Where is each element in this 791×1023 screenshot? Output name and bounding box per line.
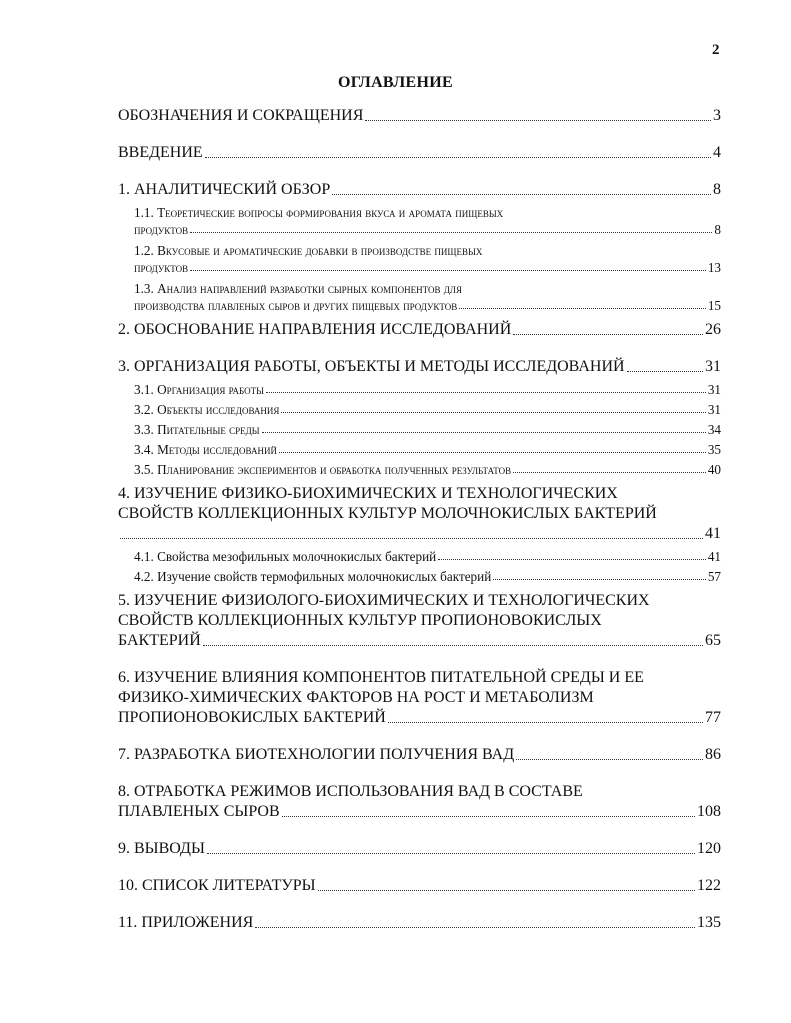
toc-entry-page: 57 xyxy=(707,569,721,584)
toc-entry-chapter-10[interactable] xyxy=(118,876,721,896)
dot-leader xyxy=(318,890,695,891)
toc-entry-title: 3.4. Методы исследований xyxy=(134,442,277,457)
toc-entry-title-line: 6. ИЗУЧЕНИЕ ВЛИЯНИЯ КОМПОНЕНТОВ ПИТАТЕЛЬНОЙ СРЕДЫ И ЕЕ xyxy=(118,669,644,686)
toc-entry-page: 31 xyxy=(705,358,721,375)
toc-entry-page: 8 xyxy=(714,222,721,237)
toc-entry-section-1-1[interactable] xyxy=(134,204,721,238)
toc-entry-chapter-7[interactable] xyxy=(118,745,721,765)
toc-entry-title-line: ФИЗИКО-ХИМИЧЕСКИХ ФАКТОРОВ НА РОСТ И МЕТАБОЛИЗМ xyxy=(118,689,594,706)
toc-entry-title: 1. АНАЛИТИЧЕСКИЙ ОБЗОР xyxy=(118,181,331,198)
toc-entry-title: ОБОЗНАЧЕНИЯ И СОКРАЩЕНИЯ xyxy=(118,107,364,124)
toc-entry-title-line: продуктов xyxy=(134,222,189,237)
toc-entry-page: 65 xyxy=(705,632,721,649)
toc-entry-title-line: 5. ИЗУЧЕНИЕ ФИЗИОЛОГО-БИОХИМИЧЕСКИХ И ТЕХНОЛОГИЧЕСКИХ xyxy=(118,592,650,609)
toc-entry-section-3-2[interactable] xyxy=(134,401,721,418)
toc-entry-page: 4 xyxy=(713,144,721,161)
toc-entry-chapter-2[interactable] xyxy=(118,320,721,340)
toc-entry-section-3-4[interactable] xyxy=(134,441,721,458)
toc-entry-introduction[interactable] xyxy=(118,143,721,163)
toc-entry-page: 135 xyxy=(697,914,721,931)
toc-entry-chapter-11[interactable] xyxy=(118,913,721,933)
page-number: 2 xyxy=(712,42,720,58)
toc-entry-chapter-4[interactable] xyxy=(118,484,721,544)
toc-entry-chapter-8[interactable] xyxy=(118,782,721,822)
toc-entry-page: 86 xyxy=(705,746,721,763)
toc-entry-title-line: СВОЙСТВ КОЛЛЕКЦИОННЫХ КУЛЬТУР МОЛОЧНОКИСЛЫХ БАКТЕРИЙ xyxy=(118,505,657,522)
dot-leader xyxy=(282,816,695,817)
toc-entry-chapter-3[interactable] xyxy=(118,357,721,377)
toc-entry-section-4-2[interactable] xyxy=(134,568,721,585)
toc-entry-title-line: ПРОПИОНОВОКИСЛЫХ БАКТЕРИЙ xyxy=(118,709,386,726)
toc-entry-page: 26 xyxy=(705,321,721,338)
toc-entry-section-1-3[interactable] xyxy=(134,280,721,314)
toc-entry-page: 31 xyxy=(707,402,721,417)
toc-entry-section-3-1[interactable] xyxy=(134,381,721,398)
dot-leader xyxy=(513,334,703,335)
toc-entry-page: 34 xyxy=(707,422,721,437)
toc-entry-title-line: 1.1. Теоретические вопросы формирования вкуса и аромата пищевых xyxy=(134,205,504,220)
toc-entry-page: 122 xyxy=(697,877,721,894)
dot-leader xyxy=(365,120,711,121)
page-title: ОГЛАВЛЕНИЕ xyxy=(338,74,453,91)
toc-entry-abbreviations[interactable] xyxy=(118,106,721,126)
dot-leader xyxy=(627,371,703,372)
toc-entry-page: 15 xyxy=(707,298,721,313)
dot-leader xyxy=(513,472,706,473)
dot-leader xyxy=(190,232,712,233)
toc-entry-chapter-5[interactable] xyxy=(118,591,721,651)
toc-entry-page: 108 xyxy=(697,803,721,820)
toc-entry-section-3-5[interactable] xyxy=(134,461,721,478)
toc-entry-title: 10. СПИСОК ЛИТЕРАТУРЫ xyxy=(118,877,316,894)
dot-leader xyxy=(207,853,695,854)
dot-leader xyxy=(255,927,695,928)
toc-entry-chapter-1[interactable] xyxy=(118,180,721,200)
toc-entry-title: 9. ВЫВОДЫ xyxy=(118,840,205,857)
toc-entry-title: 3. ОРГАНИЗАЦИЯ РАБОТЫ, ОБЪЕКТЫ И МЕТОДЫ ИССЛЕДОВАНИЙ xyxy=(118,358,625,375)
dot-leader xyxy=(493,579,706,580)
toc-entry-page: 120 xyxy=(697,840,721,857)
toc-entry-title-line: 8. ОТРАБОТКА РЕЖИМОВ ИСПОЛЬЗОВАНИЯ ВАД В СОСТАВЕ xyxy=(118,783,583,800)
toc-entry-page: 13 xyxy=(707,260,721,275)
dot-leader xyxy=(516,759,703,760)
dot-leader xyxy=(262,432,706,433)
toc-entry-chapter-9[interactable] xyxy=(118,839,721,859)
dot-leader xyxy=(190,270,706,271)
toc-entry-title-line: ПЛАВЛЕНЫХ СЫРОВ xyxy=(118,803,280,820)
toc-entry-page: 3 xyxy=(713,107,721,124)
toc-entry-page: 8 xyxy=(713,181,721,198)
toc-entry-page: 41 xyxy=(705,525,721,542)
toc-entry-title-line: 1.2. Вкусовые и ароматические добавки в производстве пищевых xyxy=(134,243,483,258)
toc-entry-page: 31 xyxy=(707,382,721,397)
dot-leader xyxy=(459,308,706,309)
toc-entry-page: 41 xyxy=(707,549,721,564)
toc-entry-section-4-1[interactable] xyxy=(134,548,721,565)
dot-leader xyxy=(281,412,705,413)
toc-entry-title-line: производства плавленых сыров и других пищевых продуктов xyxy=(134,298,458,313)
dot-leader xyxy=(388,722,703,723)
toc-entry-title: ВВЕДЕНИЕ xyxy=(118,144,203,161)
toc-entry-title: 3.1. Организация работы xyxy=(134,382,264,397)
toc-entry-title: 3.2. Объекты исследования xyxy=(134,402,280,417)
toc-entry-chapter-6[interactable] xyxy=(118,668,721,728)
toc-entry-title-line: продуктов xyxy=(134,260,189,275)
dot-leader xyxy=(279,452,706,453)
toc-entry-title: 3.5. Планирование экспериментов и обработка полученных результатов xyxy=(134,462,512,477)
table-of-contents xyxy=(118,100,721,933)
dot-leader xyxy=(203,645,703,646)
dot-leader xyxy=(205,157,711,158)
toc-entry-title-line: СВОЙСТВ КОЛЛЕКЦИОННЫХ КУЛЬТУР ПРОПИОНОВОКИСЛЫХ xyxy=(118,612,602,629)
toc-entry-title: 11. ПРИЛОЖЕНИЯ xyxy=(118,914,254,931)
toc-entry-title-line: 4. ИЗУЧЕНИЕ ФИЗИКО-БИОХИМИЧЕСКИХ И ТЕХНОЛОГИЧЕСКИХ xyxy=(118,485,618,502)
toc-entry-title: 4.2. Изучение свойств термофильных молочнокислых бактерий xyxy=(134,569,492,584)
toc-entry-title: 3.3. Питательные среды xyxy=(134,422,260,437)
dot-leader xyxy=(120,538,703,539)
dot-leader xyxy=(266,392,706,393)
toc-entry-page: 40 xyxy=(707,462,721,477)
toc-entry-title: 2. ОБОСНОВАНИЕ НАПРАВЛЕНИЯ ИССЛЕДОВАНИЙ xyxy=(118,321,512,338)
toc-entry-section-3-3[interactable] xyxy=(134,421,721,438)
dot-leader xyxy=(438,559,706,560)
toc-entry-page: 35 xyxy=(707,442,721,457)
toc-entry-title: 4.1. Свойства мезофильных молочнокислых бактерий xyxy=(134,549,437,564)
toc-entry-title-line: 1.3. Анализ направлений разработки сырных компонентов для xyxy=(134,281,463,296)
toc-entry-title: 7. РАЗРАБОТКА БИОТЕХНОЛОГИИ ПОЛУЧЕНИЯ ВАД xyxy=(118,746,515,763)
toc-entry-title-line: БАКТЕРИЙ xyxy=(118,632,201,649)
dot-leader xyxy=(332,194,711,195)
toc-entry-page: 77 xyxy=(705,709,721,726)
toc-entry-section-1-2[interactable] xyxy=(134,242,721,276)
